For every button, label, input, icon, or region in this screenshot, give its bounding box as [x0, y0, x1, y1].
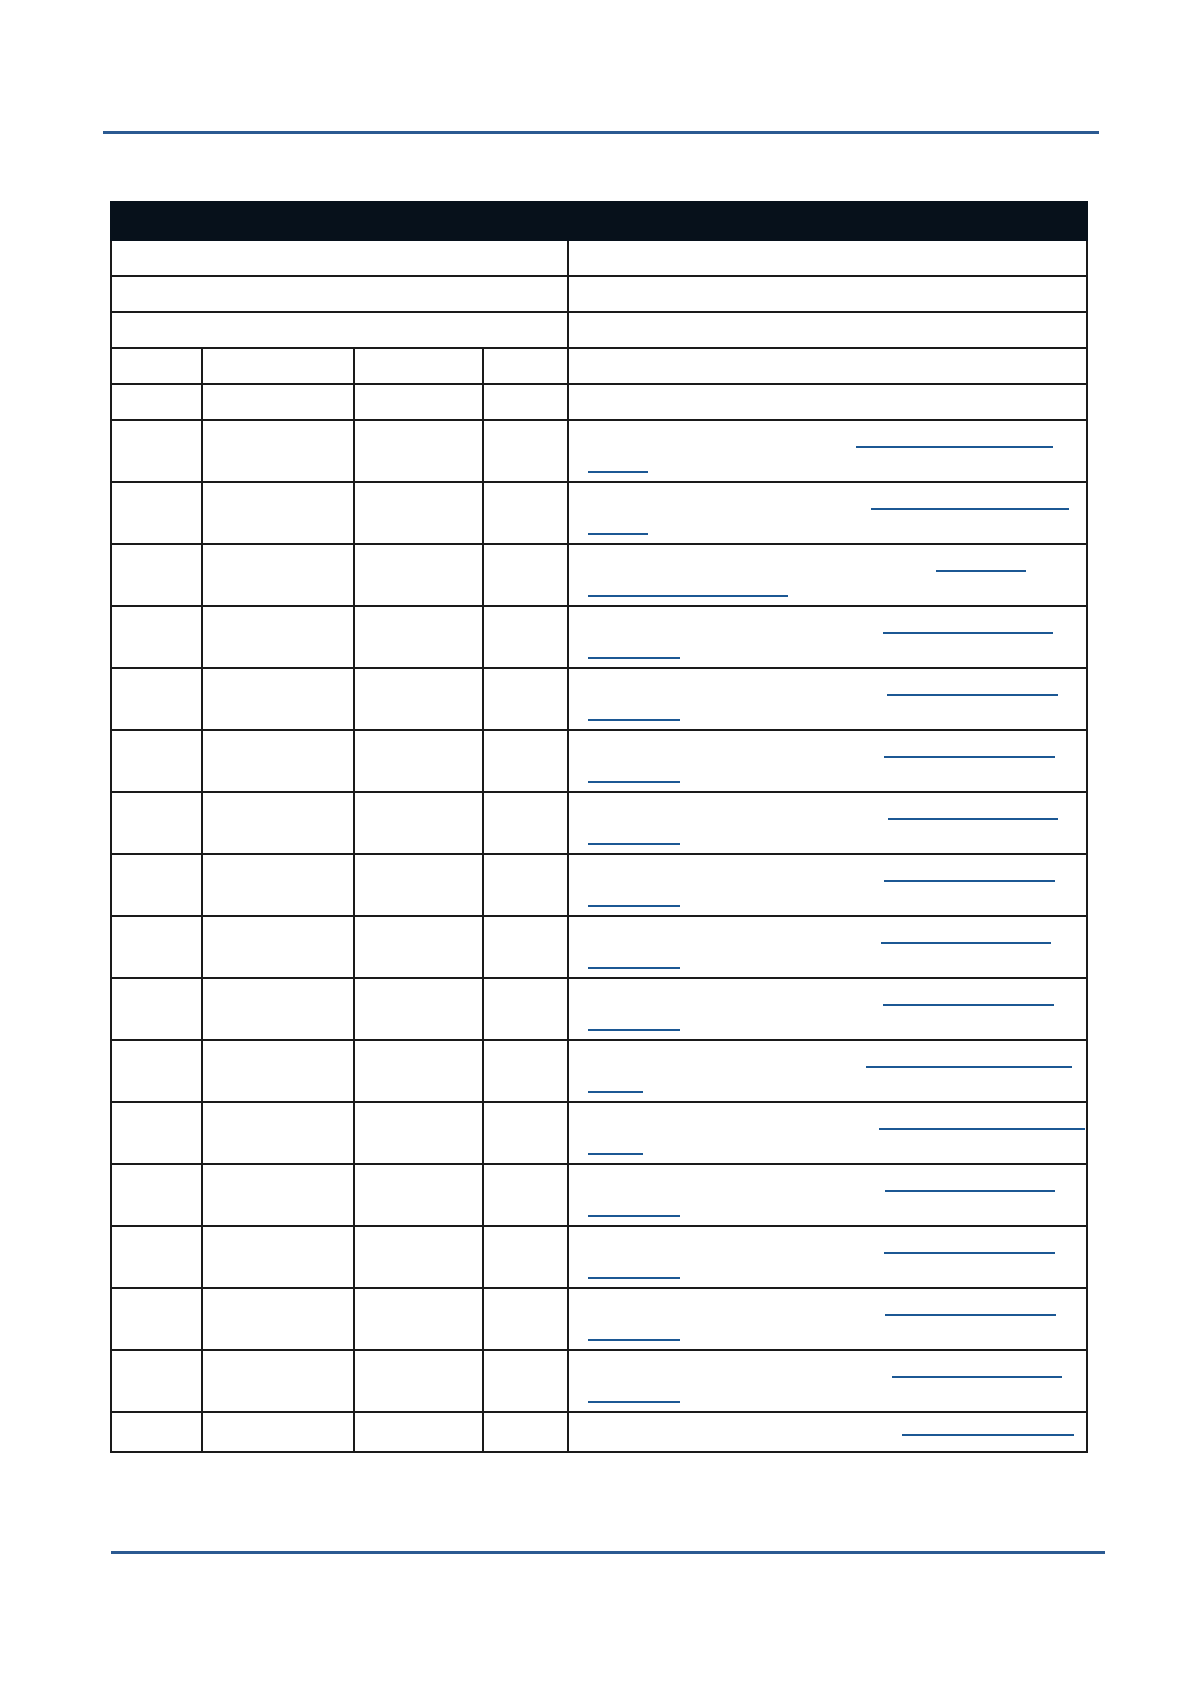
table-row	[111, 792, 1087, 854]
table-cell	[111, 916, 202, 978]
table-cell	[111, 606, 202, 668]
hyperlink[interactable]	[936, 570, 1026, 572]
table-cell	[202, 668, 354, 730]
table-cell	[483, 1350, 568, 1412]
table-cell	[202, 916, 354, 978]
description-cell	[568, 384, 1087, 420]
description-cell	[568, 1350, 1087, 1412]
table-row	[111, 854, 1087, 916]
description-cell	[568, 730, 1087, 792]
table-cell	[354, 1040, 483, 1102]
table-cell	[202, 854, 354, 916]
hyperlink[interactable]	[588, 781, 680, 783]
hyperlink[interactable]	[588, 471, 648, 473]
table-cell	[354, 544, 483, 606]
table-cell	[111, 420, 202, 482]
table-cell	[111, 792, 202, 854]
info-row	[111, 240, 1087, 276]
description-cell	[568, 1226, 1087, 1288]
description-cell	[568, 1164, 1087, 1226]
info-value-cell	[568, 276, 1087, 312]
table-row	[111, 1226, 1087, 1288]
table-cell	[202, 1164, 354, 1226]
table-cell	[483, 916, 568, 978]
hyperlink[interactable]	[884, 756, 1055, 758]
table-cell	[111, 1350, 202, 1412]
table-cell	[483, 1040, 568, 1102]
description-cell	[568, 916, 1087, 978]
table-cell	[354, 978, 483, 1040]
description-cell	[568, 1288, 1087, 1350]
table-cell	[111, 1040, 202, 1102]
table-cell	[111, 1102, 202, 1164]
hyperlink[interactable]	[883, 632, 1053, 634]
table-cell	[354, 1102, 483, 1164]
table-row	[111, 384, 1087, 420]
description-cell	[568, 606, 1087, 668]
table-cell	[483, 854, 568, 916]
table-row	[111, 420, 1087, 482]
hyperlink[interactable]	[588, 719, 680, 721]
table-cell	[483, 544, 568, 606]
table-cell	[483, 730, 568, 792]
table-row	[111, 348, 1087, 384]
table-cell	[483, 1412, 568, 1452]
table-cell	[354, 420, 483, 482]
hyperlink[interactable]	[883, 1004, 1054, 1006]
table-row	[111, 730, 1087, 792]
table-row	[111, 1164, 1087, 1226]
hyperlink[interactable]	[588, 1029, 680, 1031]
description-cell	[568, 792, 1087, 854]
table-cell	[111, 668, 202, 730]
table-cell	[111, 1288, 202, 1350]
table-cell	[354, 1350, 483, 1412]
table-cell	[111, 482, 202, 544]
table-cell	[111, 854, 202, 916]
table-cell	[483, 482, 568, 544]
hyperlink[interactable]	[588, 1277, 680, 1279]
table-cell	[354, 384, 483, 420]
info-label-cell	[111, 276, 568, 312]
table-cell	[202, 1350, 354, 1412]
hyperlink[interactable]	[588, 1215, 680, 1217]
hyperlink[interactable]	[879, 1128, 1085, 1130]
hyperlink[interactable]	[588, 533, 648, 535]
table-cell	[483, 1288, 568, 1350]
table-row	[111, 544, 1087, 606]
table-cell	[483, 792, 568, 854]
info-row	[111, 312, 1087, 348]
table-cell	[202, 544, 354, 606]
table-cell	[202, 482, 354, 544]
hyperlink[interactable]	[588, 657, 680, 659]
table-cell	[202, 420, 354, 482]
table-cell	[354, 792, 483, 854]
description-cell	[568, 348, 1087, 384]
description-cell	[568, 1040, 1087, 1102]
table-header-row	[111, 202, 1087, 240]
table-cell	[202, 1288, 354, 1350]
table-cell	[202, 1040, 354, 1102]
table-cell	[354, 1412, 483, 1452]
hyperlink[interactable]	[884, 1252, 1055, 1254]
table-cell	[202, 606, 354, 668]
table-row	[111, 1102, 1087, 1164]
description-cell	[568, 1412, 1087, 1452]
table-row	[111, 978, 1087, 1040]
table-cell	[354, 730, 483, 792]
hyperlink[interactable]	[588, 843, 680, 845]
table-cell	[202, 1102, 354, 1164]
description-cell	[568, 544, 1087, 606]
table-cell	[354, 606, 483, 668]
table-cell	[111, 730, 202, 792]
table-cell	[483, 606, 568, 668]
table-cell	[354, 1226, 483, 1288]
hyperlink[interactable]	[902, 1434, 1074, 1436]
table-cell	[111, 384, 202, 420]
hyperlink[interactable]	[881, 942, 1051, 944]
table-cell	[483, 1226, 568, 1288]
table-cell	[483, 420, 568, 482]
table-cell	[354, 854, 483, 916]
description-cell	[568, 420, 1087, 482]
table-cell	[202, 348, 354, 384]
hyperlink[interactable]	[871, 508, 1069, 510]
hyperlink[interactable]	[866, 1066, 1072, 1068]
table-row	[111, 668, 1087, 730]
description-cell	[568, 482, 1087, 544]
table-cell	[483, 668, 568, 730]
hyperlink[interactable]	[588, 1091, 643, 1093]
table-cell	[483, 1164, 568, 1226]
info-label-cell	[111, 240, 568, 276]
document-table	[110, 201, 1088, 1453]
table-cell	[202, 792, 354, 854]
table-row	[111, 606, 1087, 668]
table-row	[111, 1040, 1087, 1102]
footer-rule	[111, 1551, 1105, 1554]
header-rule	[103, 131, 1099, 134]
table-cell	[111, 1412, 202, 1452]
table-cell	[354, 1164, 483, 1226]
hyperlink[interactable]	[856, 446, 1053, 448]
description-cell	[568, 668, 1087, 730]
table-cell	[354, 348, 483, 384]
table-header-cell	[111, 202, 1087, 240]
info-label-cell	[111, 312, 568, 348]
table-cell	[483, 978, 568, 1040]
table-cell	[354, 482, 483, 544]
table-row	[111, 1288, 1087, 1350]
hyperlink[interactable]	[885, 1314, 1056, 1316]
description-cell	[568, 1102, 1087, 1164]
table-cell	[483, 348, 568, 384]
table-cell	[111, 348, 202, 384]
hyperlink[interactable]	[588, 905, 680, 907]
description-cell	[568, 978, 1087, 1040]
info-row	[111, 276, 1087, 312]
hyperlink[interactable]	[884, 880, 1055, 882]
table-cell	[111, 544, 202, 606]
table-cell	[202, 1412, 354, 1452]
table-cell	[354, 1288, 483, 1350]
table-cell	[111, 1226, 202, 1288]
hyperlink[interactable]	[588, 967, 680, 969]
table-cell	[483, 1102, 568, 1164]
hyperlink[interactable]	[892, 1376, 1062, 1378]
hyperlink[interactable]	[588, 1153, 643, 1155]
table-cell	[354, 916, 483, 978]
info-value-cell	[568, 312, 1087, 348]
table-row	[111, 482, 1087, 544]
table-cell	[202, 730, 354, 792]
table-row	[111, 1350, 1087, 1412]
table-row	[111, 916, 1087, 978]
hyperlink[interactable]	[888, 818, 1058, 820]
table-cell	[202, 978, 354, 1040]
description-cell	[568, 854, 1087, 916]
table-cell	[202, 384, 354, 420]
hyperlink[interactable]	[588, 1339, 680, 1341]
hyperlink[interactable]	[588, 1401, 680, 1403]
table-cell	[483, 384, 568, 420]
table-cell	[111, 978, 202, 1040]
table-cell	[111, 1164, 202, 1226]
info-value-cell	[568, 240, 1087, 276]
table-cell	[354, 668, 483, 730]
hyperlink[interactable]	[885, 1190, 1055, 1192]
hyperlink[interactable]	[887, 694, 1058, 696]
table-row	[111, 1412, 1087, 1452]
table-cell	[202, 1226, 354, 1288]
hyperlink[interactable]	[588, 595, 788, 597]
